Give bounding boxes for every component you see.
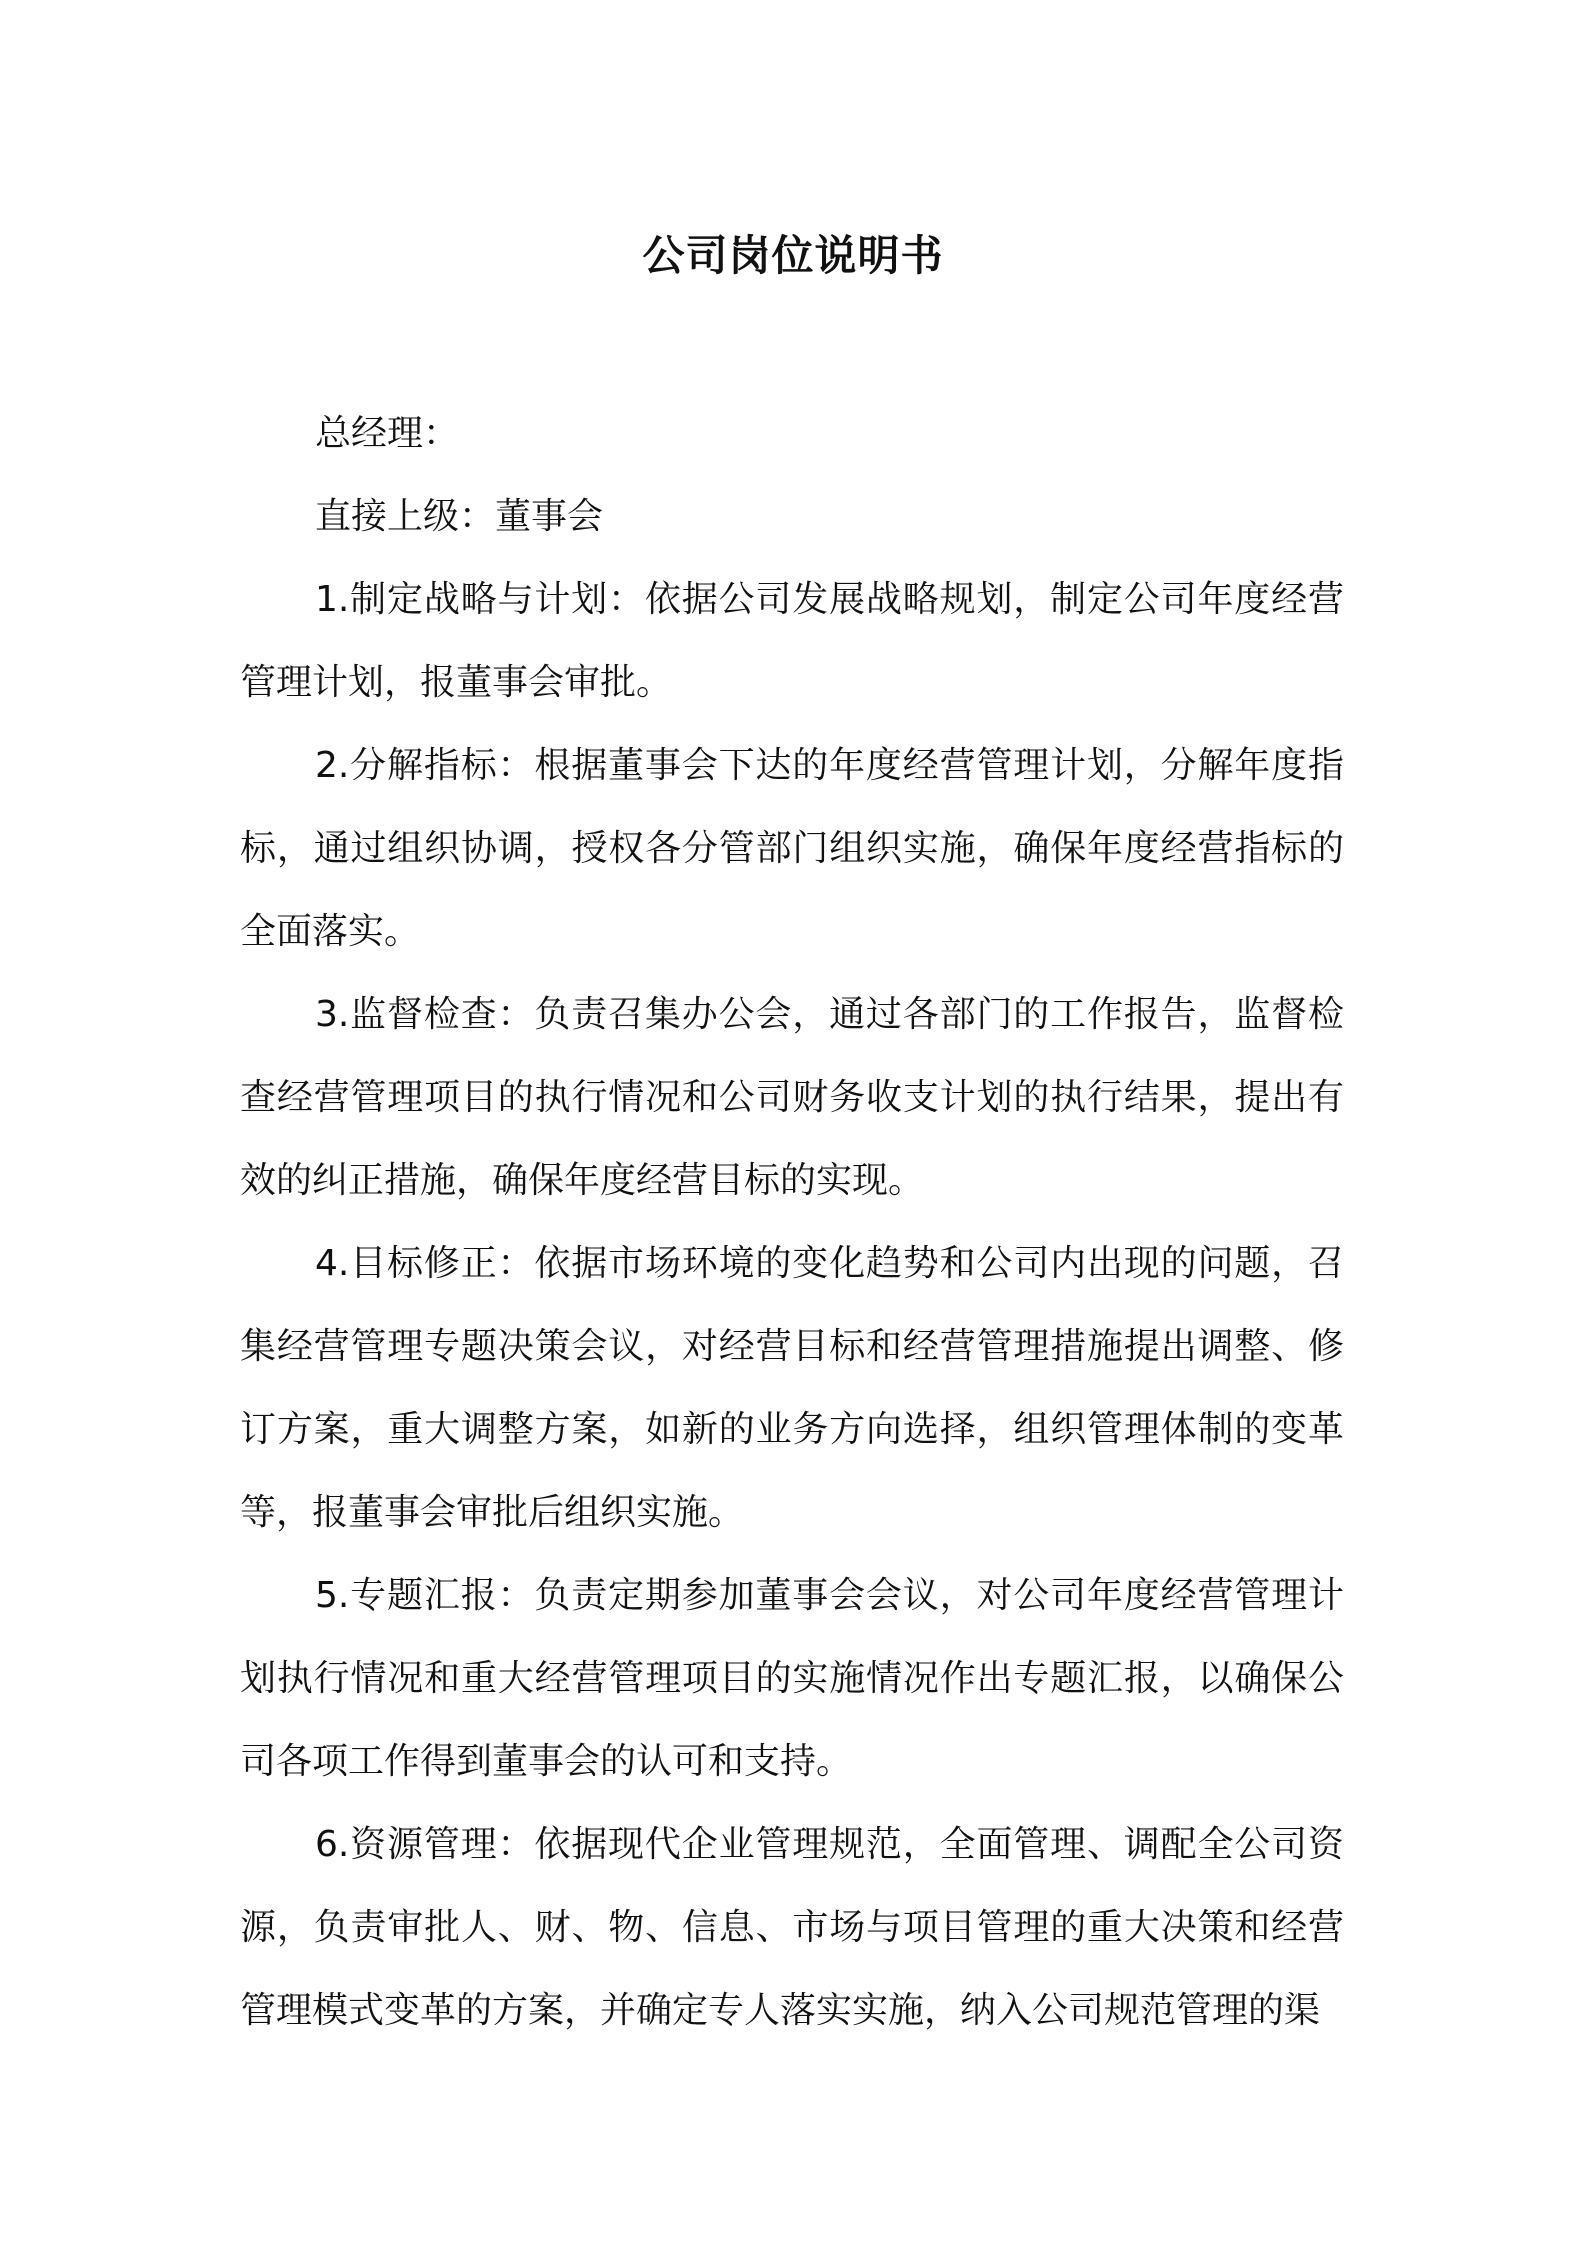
duty-item: 5.专题汇报：负责定期参加董事会会议，对公司年度经营管理计划执行情况和重大经营管理项目的实施情况作出专题汇报，以确保公司各项工作得到董事会的认可和支持。: [240, 1575, 1344, 1782]
duty-item: 4.目标修正：依据市场环境的变化趋势和公司内出现的问题，召集经营管理专题决策会议，对经营目标和经营管理措施提出调整、修订方案，重大调整方案，如新的业务方向选择，组织管理体制的变革等，报董事会审批后组织实施。: [240, 1243, 1344, 1533]
duty-item: 3.监督检查：负责召集办公会，通过各部门的工作报告，监督检查经营管理项目的执行情况和公司财务收支计划的执行结果，提出有效的纠正措施，确保年度经营目标的实现。: [240, 994, 1344, 1201]
position-heading: 总经理：: [315, 413, 460, 454]
duty-item: 1.制定战略与计划：依据公司发展战略规划，制定公司年度经营管理计划，报董事会审批。: [240, 579, 1344, 703]
duty-item: 6.资源管理：依据现代企业管理规范，全面管理、调配全公司资源，负责审批人、财、物、信息、市场与项目管理的重大决策和经营管理模式变革的方案，并确定专人落实实施，纳入公司规范管理的渠: [240, 1824, 1344, 2031]
direct-superior: 直接上级：董事会: [315, 496, 604, 537]
document-title: 公司岗位说明书: [642, 231, 944, 280]
document-body: [240, 392, 1344, 2052]
duty-item: 2.分解指标：根据董事会下达的年度经营管理计划，分解年度指标，通过组织协调，授权各分管部门组织实施，确保年度经营指标的全面落实。: [240, 745, 1344, 952]
